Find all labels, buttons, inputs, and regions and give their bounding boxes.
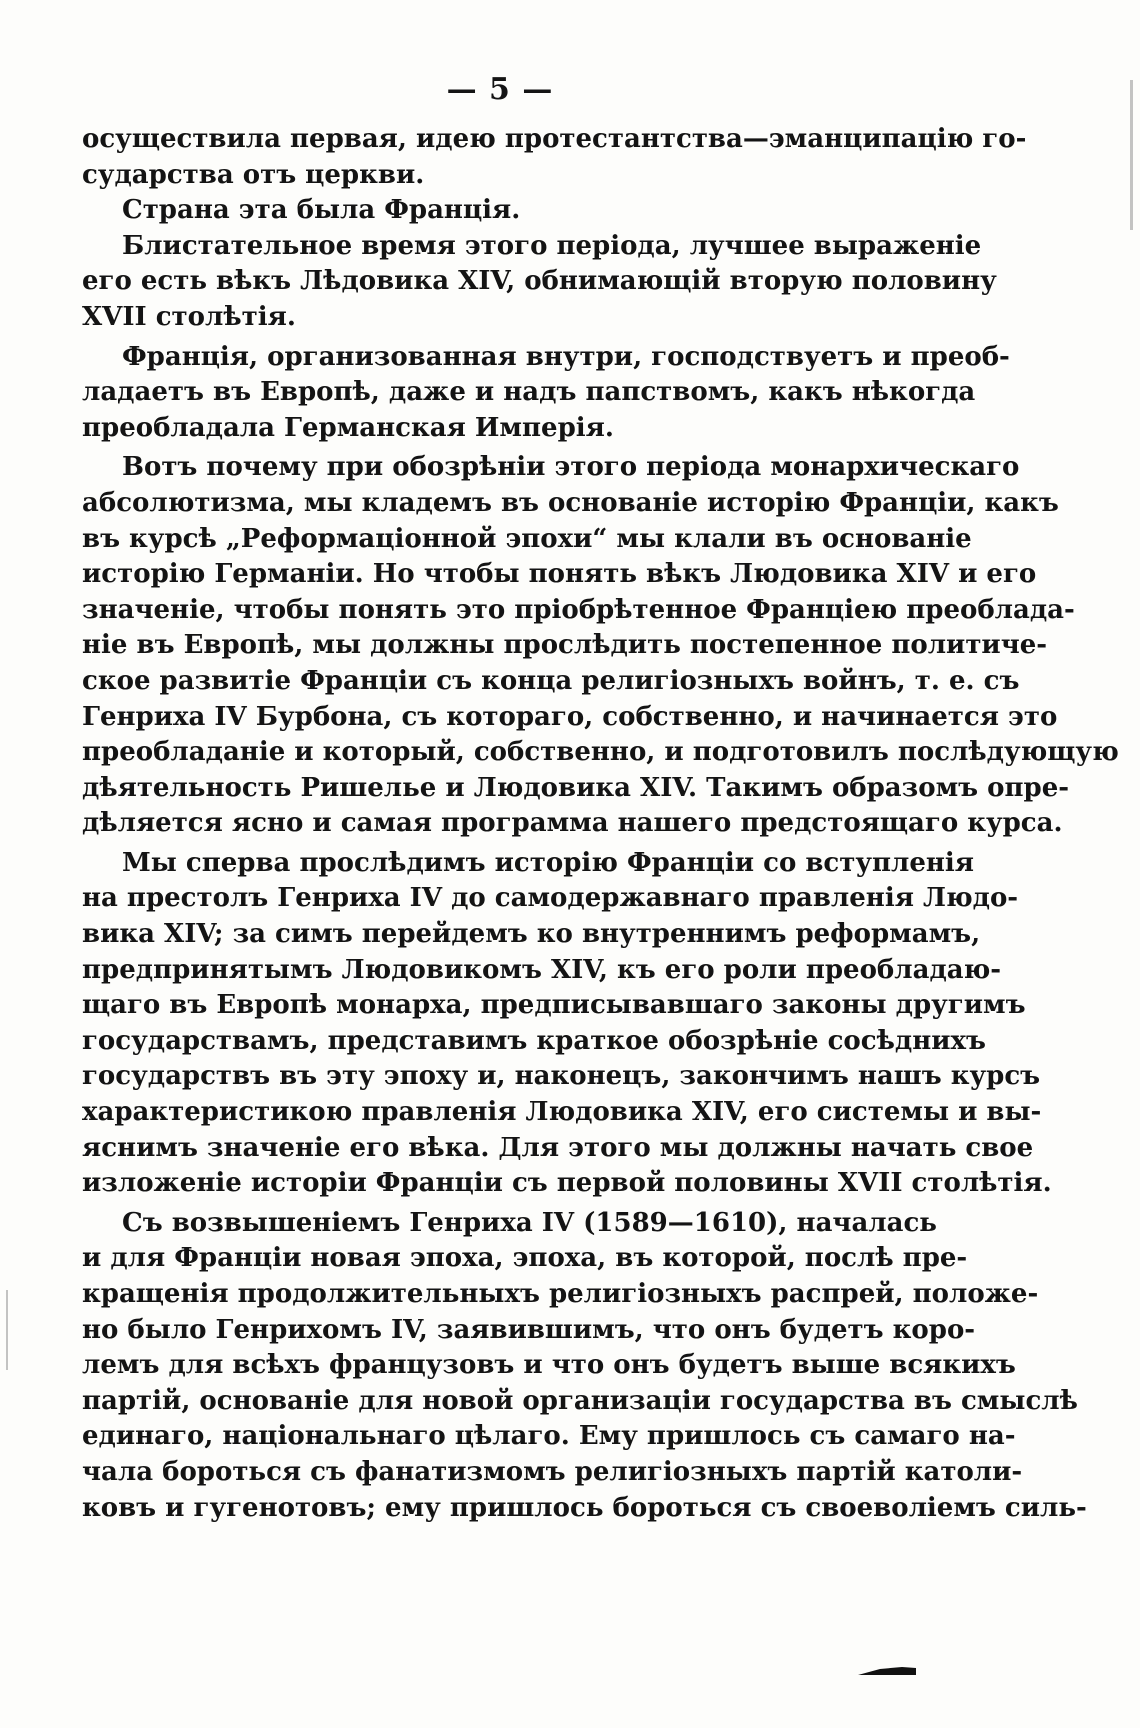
text-line: осуществила первая, идею протестантства—эманципацію го-	[82, 124, 1027, 154]
text-line: сударства отъ церкви.	[82, 159, 425, 190]
text-line: Съ возвышеніемъ Генриха IV (1589—1610), началась	[122, 1207, 937, 1238]
text-line: щаго въ Европѣ монарха, предписывавшаго законы другимъ	[82, 990, 1026, 1021]
text-line: яснимъ значеніе его вѣка. Для этого мы должны начать свое	[82, 1132, 1034, 1163]
text-line: Страна эта была Франція.	[122, 195, 521, 226]
text-line: Генриха IV Бурбона, съ котораго, собственно, и начинается это	[82, 701, 1058, 732]
body-text	[82, 122, 1119, 1526]
text-line: но было Генрихомъ IV, заявившимъ, что онъ будетъ коро-	[82, 1314, 976, 1345]
scan-edge-mark	[1130, 80, 1133, 230]
text-line: Вотъ почему при обозрѣніи этого періода монархическаго	[122, 452, 1020, 483]
text-line: государствъ въ эту эпоху и, наконецъ, закончимъ нашъ курсъ	[82, 1061, 1041, 1092]
text-line: ніе въ Европѣ, мы должны прослѣдить постепенное политиче-	[82, 630, 1048, 661]
text-line: преобладаніе и который, собственно, и подготовилъ послѣдующую	[82, 737, 1119, 768]
text-line: его есть вѣкъ Лѣдовика XIV, обнимающій вторую половину	[82, 266, 997, 297]
text-line: абсолютизма, мы кладемъ въ основаніе исторію Франціи, какъ	[82, 487, 1059, 518]
text-line: партій, основаніе для новой организаціи государства въ смыслѣ	[82, 1385, 1078, 1416]
text-line: предпринятымъ Людовикомъ XIV, къ его роли преобладаю-	[82, 954, 1002, 985]
text-line: Мы сперва прослѣдимъ исторію Франціи со вступленія	[122, 847, 975, 878]
text-line: Франція, организованная внутри, господствуетъ и преоб-	[122, 341, 1010, 372]
text-line: изложеніе исторіи Франціи съ первой половины XVII столѣтія.	[82, 1168, 1052, 1199]
text-line: значеніе, чтобы понять это пріобрѣтенное Франціею преоблада-	[82, 594, 1075, 625]
page-number: — 5 —	[446, 72, 554, 107]
text-line: вика XIV; за симъ перейдемъ ко внутреннимъ реформамъ,	[82, 919, 981, 950]
ink-blot-mark	[858, 1666, 916, 1676]
text-line: дѣляется ясно и самая программа нашего предстоящаго курса.	[82, 808, 1063, 839]
text-line: Блистательное время этого періода, лучшее выраженіе	[122, 230, 982, 261]
text-line: XVII столѣтія.	[82, 301, 296, 332]
text-line: кращенія продолжительныхъ религіозныхъ распрей, положе-	[82, 1279, 1039, 1309]
text-line: лемъ для всѣхъ французовъ и что онъ будетъ выше всякихъ	[82, 1350, 1016, 1381]
text-line: въ курсѣ „Реформаціонной эпохи“ мы клали въ основаніе	[82, 523, 972, 554]
text-line: ское развитіе Франціи съ конца религіозныхъ войнъ, т. е. съ	[82, 665, 1020, 696]
text-line: ладаетъ въ Европѣ, даже и надъ папствомъ, какъ нѣкогда	[82, 377, 976, 408]
text-line: преобладала Германская Имперія.	[82, 412, 614, 443]
text-line: на престолъ Генриха IV до самодержавнаго правленія Людо-	[82, 883, 1019, 914]
text-line: исторію Германіи. Но чтобы понять вѣкъ Людовика XIV и его	[82, 559, 1037, 590]
text-line: государствамъ, представимъ краткое обозрѣніе сосѣднихъ	[82, 1025, 986, 1056]
scan-edge-mark	[6, 1290, 8, 1370]
text-line: дѣятельность Ришелье и Людовика XIV. Такимъ образомъ опре-	[82, 772, 1070, 803]
text-line: характеристикою правленія Людовика XIV, его системы и вы-	[82, 1097, 1042, 1128]
text-line: ковъ и гугенотовъ; ему пришлось бороться съ своеволіемъ силь-	[82, 1492, 1087, 1523]
text-line: и для Франціи новая эпоха, эпоха, въ которой, послѣ пре-	[82, 1243, 968, 1274]
text-line: единаго, національнаго цѣлаго. Ему пришлось съ самаго на-	[82, 1421, 1016, 1452]
text-line: чала бороться съ фанатизмомъ религіозныхъ партій католи-	[82, 1456, 1023, 1487]
